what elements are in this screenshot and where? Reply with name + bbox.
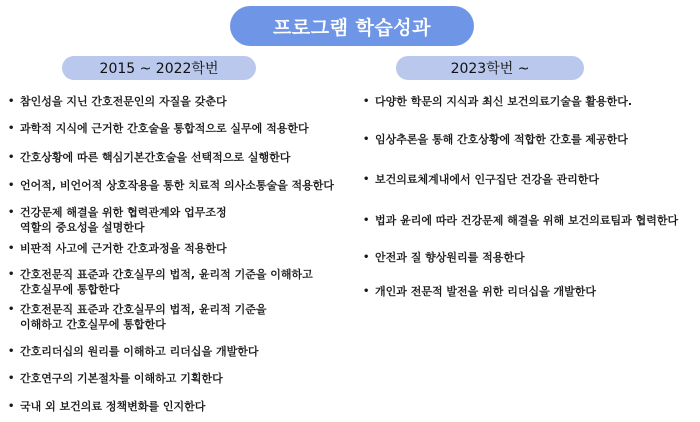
bullet-icon: • [363,215,370,226]
column-header-2015-2022: 2015 ~ 2022학번 [62,56,256,80]
bullet-icon: • [8,180,15,191]
bullet-icon: • [8,373,15,384]
list-item: • 참인성을 지닌 간호전문인의 자질을 갖춘다 [8,95,227,108]
list-item: • 간호상황에 따른 핵심기본간호술을 선택적으로 실행한다 [8,151,291,164]
list-item: • 간호연구의 기본절차를 이해하고 기획한다 [8,372,223,385]
list-item: • 과학적 지식에 근거한 간호술을 통합적으로 실무에 적용한다 [8,122,309,135]
list-item: • 개인과 전문적 발전을 위한 리더십을 개발한다 [363,285,597,298]
list-item: • 언어적, 비언어적 상호작용을 통한 치료적 의사소통술을 적용한다 [8,179,335,192]
bullet-icon: • [8,269,15,280]
list-item: • 국내 외 보건의료 정책변화를 인지한다 [8,400,206,413]
list-item: • 간호리더십의 원리를 이해하고 리더십을 개발한다 [8,345,259,358]
bullet-icon: • [8,123,15,134]
list-item: • 비판적 사고에 근거한 간호과정을 적용한다 [8,242,227,255]
bullet-icon: • [8,243,15,254]
bullet-icon: • [8,304,15,315]
list-item: • 법과 윤리에 따라 건강문제 해결을 위해 보건의료팀과 협력한다 [363,214,679,227]
bullet-icon: • [363,252,370,263]
column-header-2023: 2023학번 ~ [396,56,584,80]
bullet-icon: • [8,152,15,163]
bullet-icon: • [363,286,370,297]
bullet-icon: • [8,401,15,412]
list-item: • 보건의료체계내에서 인구집단 건강을 관리한다 [363,173,600,186]
list-item: • 안전과 질 향상원리를 적용한다 [363,251,525,264]
bullet-icon: • [363,134,370,145]
list-item: • 임상추론을 통해 간호상황에 적합한 간호를 제공한다 [363,133,628,146]
list-item: • 건강문제 해결을 위한 협력관계와 업무조정 역할의 중요성을 설명한다 [8,206,227,234]
bullet-icon: • [363,174,370,185]
bullet-icon: • [8,96,15,107]
list-item: • 간호전문직 표준과 간호실무의 법적, 윤리적 기준을 이해하고 간호실무에 통합한다 [8,268,313,296]
page-title: 프로그램 학습성과 [230,6,474,46]
bullet-icon: • [363,96,370,107]
bullet-icon: • [8,346,15,357]
list-item: • 간호전문직 표준과 간호실무의 법적, 윤리적 기준을 이해하고 간호실무에 통합한다 [8,303,267,331]
list-item: • 다양한 학문의 지식과 최신 보건의료기술을 활용한다. [363,95,633,108]
bullet-icon: • [8,207,15,218]
